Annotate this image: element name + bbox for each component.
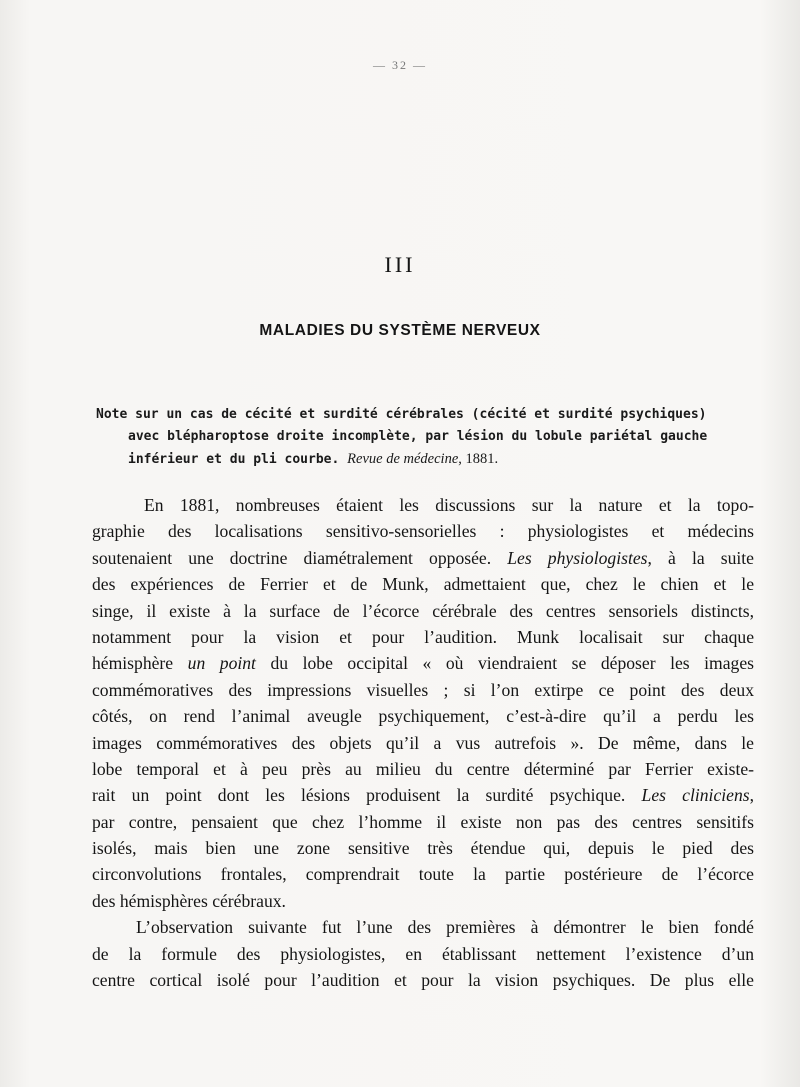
- publication-note: [96, 404, 752, 471]
- para1-line: lobe temporal et à peu près au milieu du centre déterminé par Ferrier existe-: [92, 758, 754, 779]
- page-number: — 32 —: [373, 58, 427, 72]
- para1-line: côtés, on rend l’animal aveugle psychiquement, c’est-à-dire qu’il a perdu les: [92, 706, 754, 727]
- note-line-3: [96, 448, 752, 471]
- para2-line: centre cortical isolé pour l’audition et pour la vision psychiques. De plus elle: [92, 970, 754, 991]
- para1-line: circonvolutions frontales, comprendrait toute la partie postérieure de l’écorce: [92, 864, 754, 885]
- para1-line: isolés, mais bien une zone sensitive très étendue qui, depuis le pied des: [92, 838, 754, 859]
- para1-line: commémoratives des impressions visuelles ; si l’on extirpe ce point des deux: [92, 679, 754, 700]
- bleed-through-text: [80, 86, 760, 138]
- para1-line: En 1881, nombreuses étaient les discussions sur la nature et la topo-: [144, 495, 754, 515]
- chapter-number: III: [384, 252, 416, 277]
- para1-line: graphie des localisations sensitivo-sensorielles : physiologistes et médecins: [92, 521, 754, 542]
- para1-line: soutenaient une doctrine diamétralement opposée. Les physiologistes, à la suite: [92, 547, 754, 568]
- italic-term: un point: [187, 653, 256, 674]
- para1-line: par contre, pensaient que chez l’homme il existe non pas des centres sensitifs: [92, 811, 754, 832]
- para1-line: des hémisphères cérébraux.: [92, 890, 286, 911]
- journal-name: Revue de médecine: [347, 451, 459, 467]
- italic-term: Les cliniciens: [641, 785, 750, 806]
- para2-line: de la formule des physiologistes, en établissant nettement l’existence d’un: [92, 943, 754, 964]
- chapter-title: MALADIES DU SYSTÈME NERVEUX: [259, 322, 541, 339]
- body-text: [92, 492, 754, 993]
- note-line-1: Note sur un cas de cécité et surdité cérébrales (cécité et surdité psychiques): [96, 407, 707, 422]
- para2-line: L’observation suivante fut l’une des premières à démontrer le bien fondé: [136, 917, 754, 938]
- para1-line: singe, il existe à la surface de l’écorce cérébrale des centres sensoriels distincts,: [92, 600, 754, 621]
- para1-line: images commémoratives des objets qu’il a vus autrefois ». De même, dans le: [92, 732, 754, 753]
- note-line-2: avec blépharoptose droite incomplète, par lésion du lobule pariétal gauche: [128, 429, 708, 444]
- para1-line: hémisphère un point du lobe occipital « où viendraient se déposer les images: [92, 653, 754, 674]
- para1-line: notamment pour la vision et pour l’audition. Munk localisait sur chaque: [92, 626, 754, 647]
- paragraph-2: [92, 914, 754, 993]
- journal-year: , 1881.: [458, 451, 499, 467]
- paragraph-1: [92, 492, 754, 914]
- italic-term: Les physiologistes: [507, 547, 648, 568]
- para1-line: des expériences de Ferrier et de Munk, admettaient que, chez le chien et le: [92, 574, 754, 595]
- para1-line: rait un point dont les lésions produisent la surdité psychique. Les cliniciens,: [92, 785, 755, 806]
- note-line-3-text: inférieur et du pli courbe.: [128, 452, 340, 467]
